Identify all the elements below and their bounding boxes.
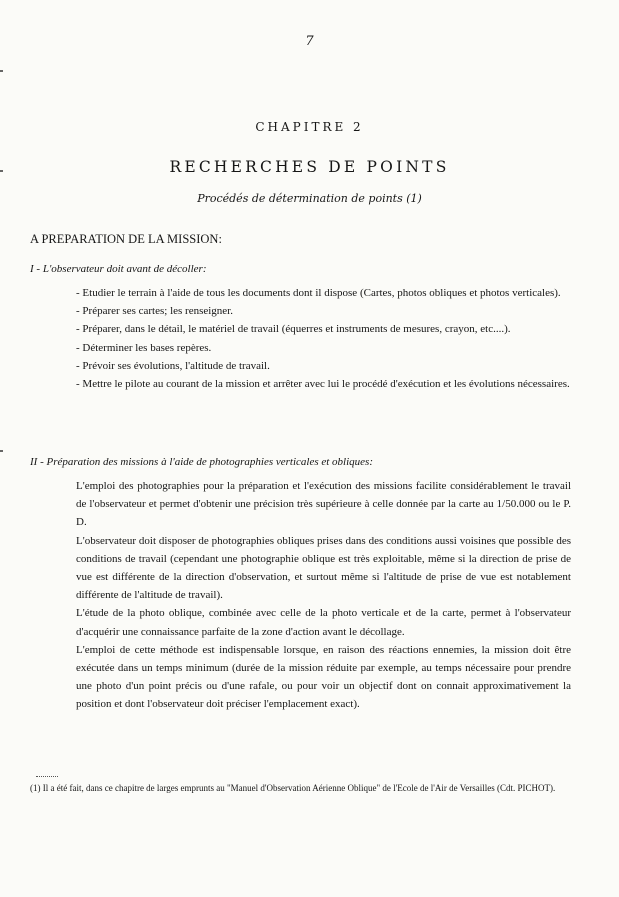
scan-edge-mark <box>0 450 3 452</box>
list-item: - Préparer ses cartes; les renseigner. <box>76 305 233 318</box>
page-number: 7 <box>305 34 314 49</box>
list-item: - Préparer, dans le détail, le matériel de travail (équerres et instruments de mesures, crayon, etc....). <box>76 323 511 336</box>
section-i-heading: I - L'observateur doit avant de décoller: <box>30 263 207 275</box>
chapter-label: CHAPITRE 2 <box>255 120 364 134</box>
scan-edge-mark <box>0 70 3 72</box>
list-item: - Mettre le pilote au courant de la mission et arrêter avec lui le procédé d'exécution et les évolutions nécessaires. <box>76 378 570 391</box>
footnote <box>30 782 575 794</box>
chapter-subtitle: Procédés de détermination de points (1) <box>197 192 422 205</box>
paragraph: L'observateur doit disposer de photographies obliques prises dans des conditions aussi voisines que possible des conditions de travail (cependant une photographie oblique est très exploitable, même si la direction de prise de vue est différente de la direction d'observation, et surtout même si l'altitude de prise de vue est notablement différente de l'altitude de travail). <box>76 534 571 602</box>
paragraph: L'étude de la photo oblique, combinée avec celle de la photo verticale et de la carte, permet à l'observateur d'acquérir une connaissance parfaite de la zone d'action avant le décollage. <box>76 607 571 638</box>
list-item: - Déterminer les bases repères. <box>76 341 212 354</box>
list-item: - Etudier le terrain à l'aide de tous les documents dont il dispose (Cartes, photos obliques et photos verticales). <box>76 287 561 299</box>
footnote-text: (1) Il a été fait, dans ce chapitre de larges emprunts au "Manuel d'Observation Aérienne Oblique" de l'Ecole de l'Air de Versailles (Cdt. PICHOT). <box>30 783 556 793</box>
footnote-rule <box>36 776 58 777</box>
section-a-heading: A PREPARATION DE LA MISSION: <box>30 232 222 246</box>
chapter-title: RECHERCHES DE POINTS <box>169 158 450 176</box>
section-ii-body <box>76 477 571 714</box>
section-i-list <box>76 284 571 393</box>
section-ii-heading: II - Préparation des missions à l'aide de photographies verticales et obliques: <box>30 456 373 468</box>
paragraph: L'emploi de cette méthode est indispensable lorsque, en raison des réactions ennemies, la mission doit être exécutée dans un temps minimum (durée de la mission réduite par exemple, au temps nécessaire pour prendre une photo d'un point précis ou d'une rafale, ou pour voir un objectif dont on connait approximativement la position et dont l'observateur doit préciser l'emplacement exact). <box>76 643 571 711</box>
list-item: - Prévoir ses évolutions, l'altitude de travail. <box>76 359 270 372</box>
paragraph: L'emploi des photographies pour la préparation et l'exécution des missions facilite considérablement le travail de l'observateur et permet d'obtenir une précision très supérieure à celle donnée par la carte au 1/50.000 ou le P. D. <box>76 480 571 529</box>
